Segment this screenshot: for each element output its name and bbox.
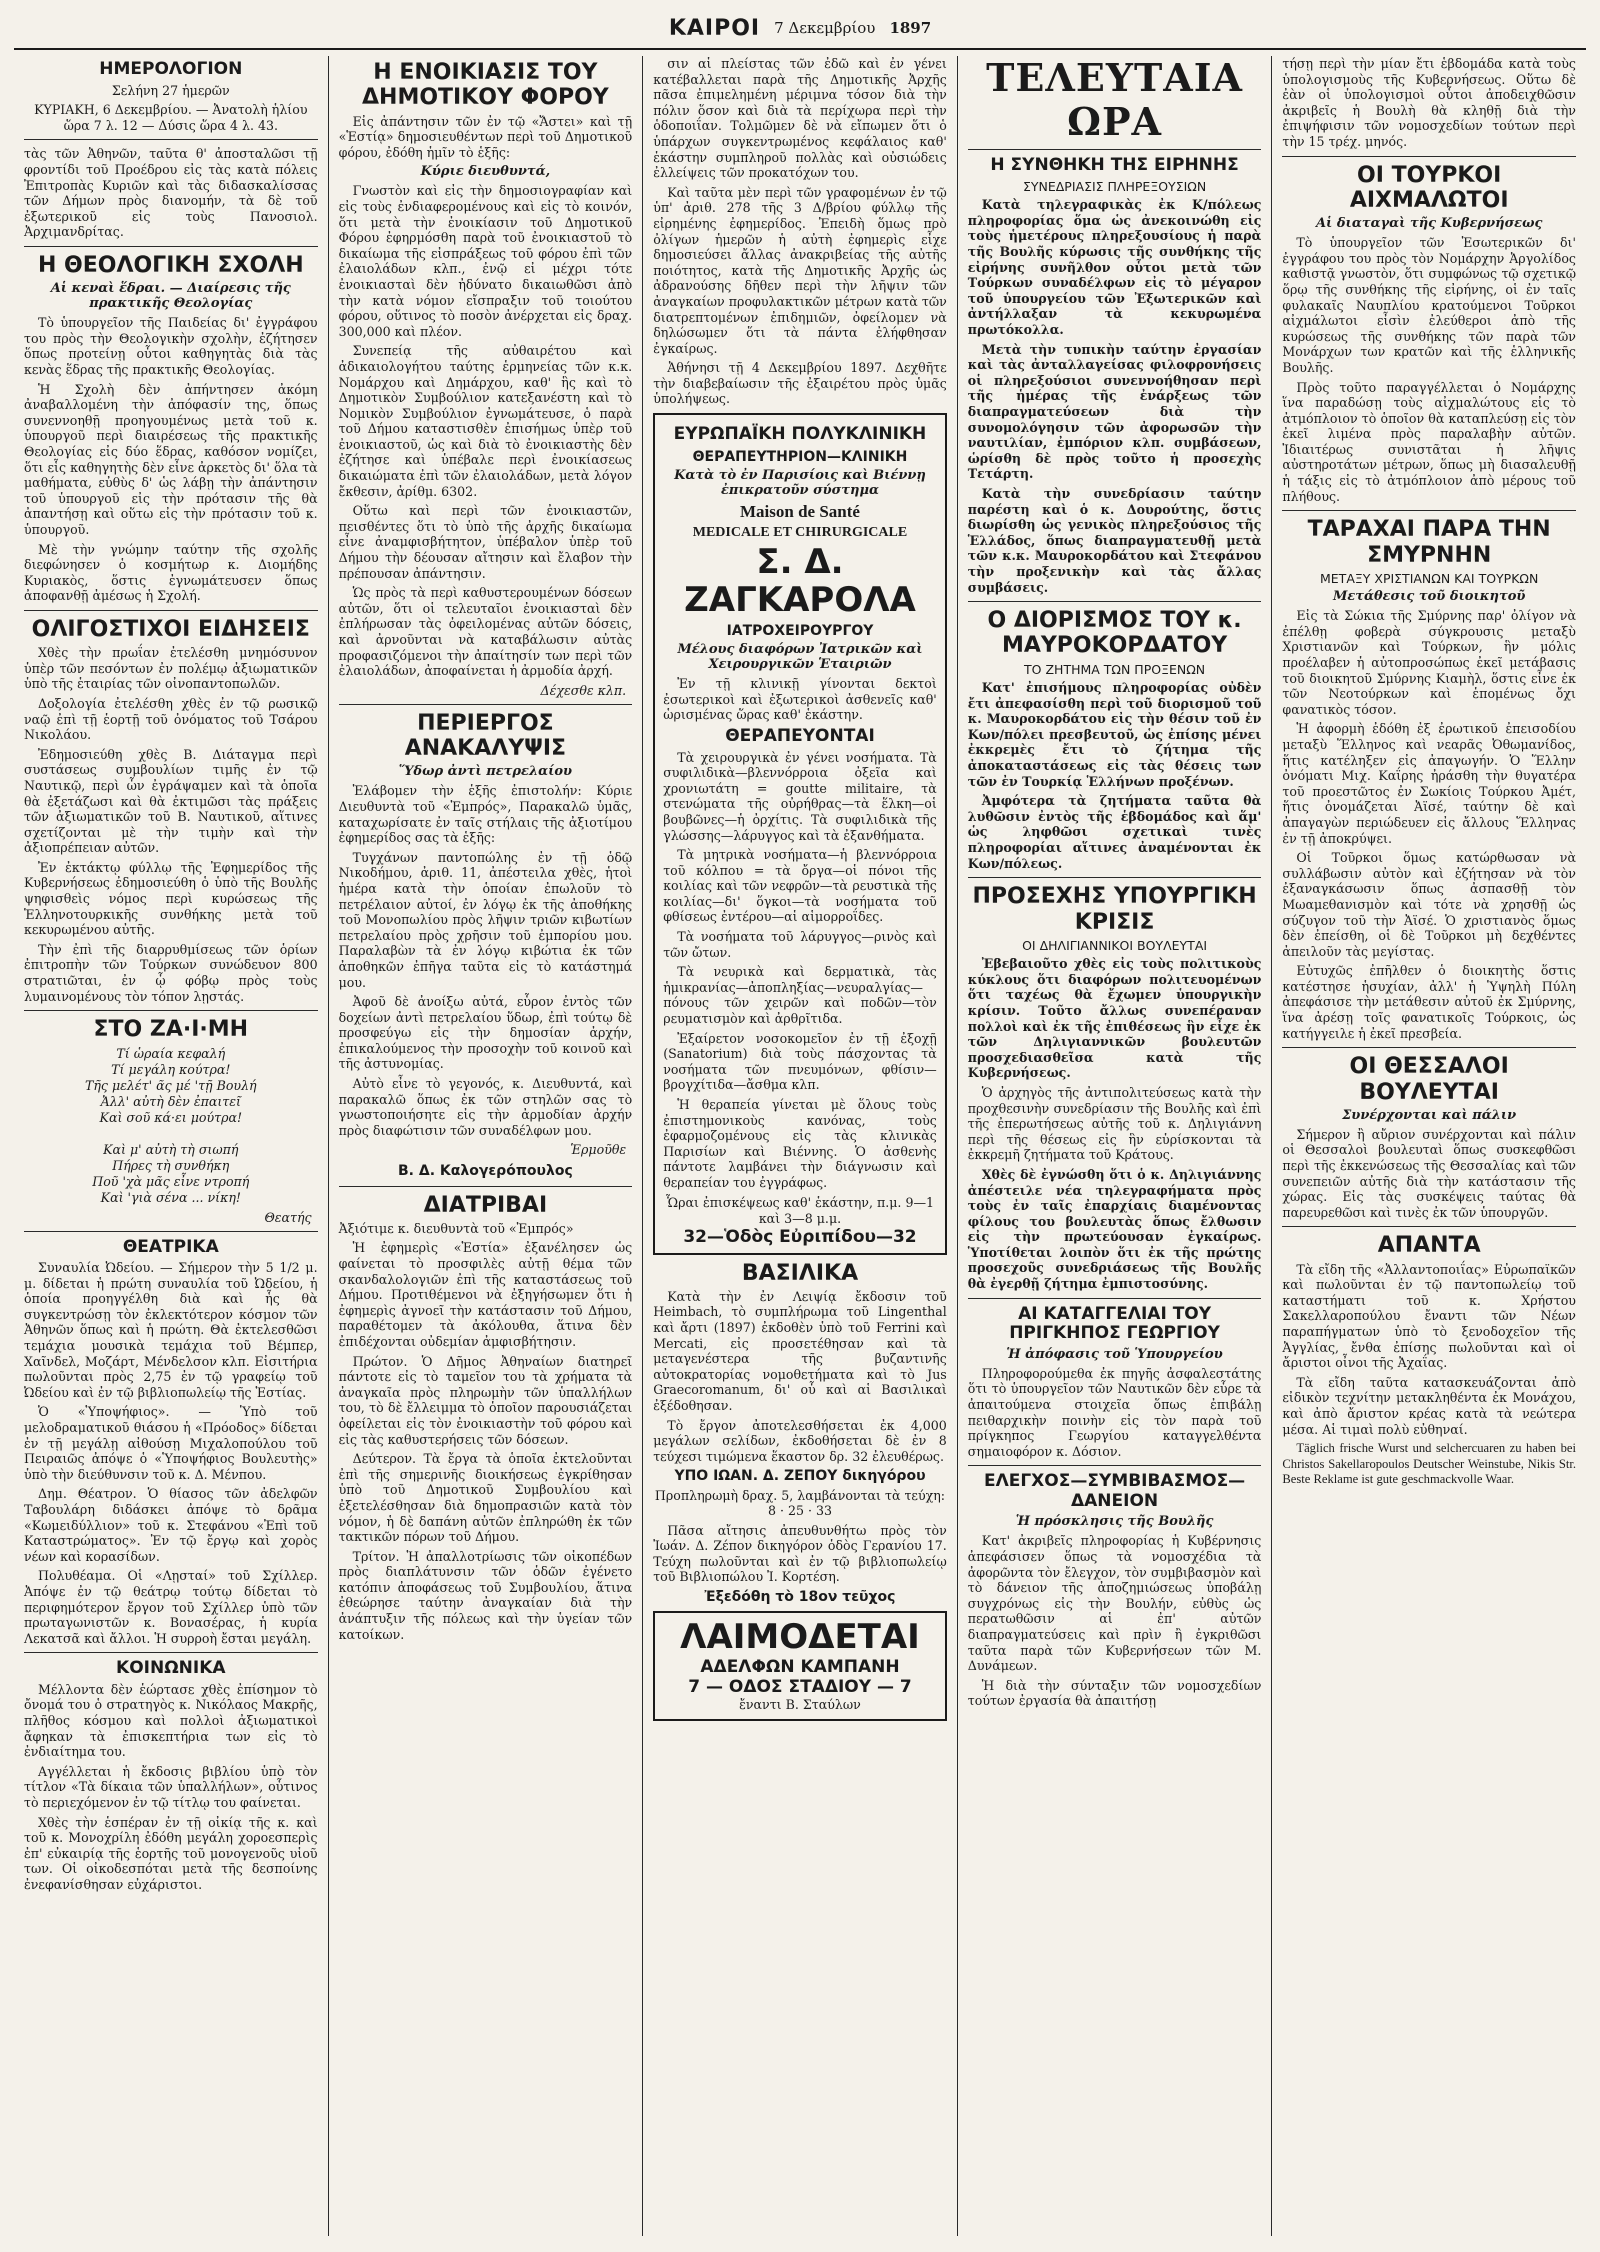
letter-signature: Β. Δ. Καλογερόπουλος <box>398 1163 573 1180</box>
clinic-paragraph: Ἐξαίρετον νοσοκομεῖον ἐν τῇ ἐξοχῇ (Sanatorium) διὰ τοὺς πάσχοντας τὰ νοσήματα τῶν πνευμόνων, φθίσιν—βρογχίτιδα—ἄσθμα κλπ. <box>663 1030 937 1093</box>
article-title-theology: Η ΘΕΟΛΟΓΙΚΗ ΣΧΟΛΗ <box>37 252 304 278</box>
article-paragraph: Ἀφοῦ δὲ ἀνοίξω αὐτά, εὗρον ἐντὸς τῶν δοχείων ἀντὶ πετρελαίου ὕδωρ, ἐπὶ τούτῳ δὲ προσφεύγω εἰς τὴν δημοσίαν ἀρχήν, ἐπικαλούμενος τὴν προσοχὴν τοῦ κοινοῦ καὶ τῆς ἀστυνομίας. <box>338 994 633 1072</box>
article-paragraph: σιν αἱ πλείστας τῶν ἐδῶ καὶ ἐν γένει κατέβαλλεται παρὰ τῆς Δημοτικῆς Ἀρχῆς πᾶσα ἐπιμελημένη μέριμνα τόσον διὰ τὴν πόλιν ὅσον καὶ διὰ τὰ περίχωρα περὶ τὴν ὁδοποιΐαν. Τολμῶμεν δὲ νὰ εἴπωμεν ὅτι ὁ ὑπάρχων συγκεντρωμένος κεφάλαιος καθ' ἑκάστην συμπληροῦ πολλὰς καὶ οὐσιώδεις ἐλλείψεις τῶν προκατόχων του. <box>653 56 947 181</box>
article-paragraph: Κατὰ τὴν συνεδρίασιν ταύτην παρέστη καὶ ὁ κ. Δουρούτης, ὅστις διωρίσθη ὡς γενικὸς πληρεξούσιος τῆς Ἑλλάδος, ὅπως διαπραγματευθῇ μετὰ τῶν κ.κ. Μαυροκορδάτου καὶ Στεφάνου τὴν προξενικὴν καὶ τὰς ἄλλας συμβάσεις. <box>967 485 1262 595</box>
article-paragraph: Συνεπείᾳ τῆς αὐθαιρέτου καὶ ἀδικαιολογήτου ταύτης ἑρμηνείας τῶν κ.κ. Νομάρχου καὶ Δημάρχου, καθ' ἣς καὶ τὸ Δημοτικὸν Συμβούλιον κατεξανέστη καὶ τὸ Νομικὸν Συμβούλιον ἐγνωμάτευσε, ὁ παρὰ τοῦ Δήμου καταστισθὲν ἐπισήμως ὑπὲρ τοῦ ἐνοικιαστοῦ, ὡς καὶ διὰ τὸ ἐνοικιαστὴς δὲν ἐζήτησε καὶ ὑπέβαλε περὶ ἐνοικίασεως δικαιώματα ἐπὶ τῶν ἐλαιολάδων, μετὰ λόγον ἔκθεσιν, ἀρίθμ. 6302. <box>338 343 633 499</box>
article-paragraph: τήσῃ περὶ τὴν μίαν ἔτι ἑβδομάδα κατὰ τοὺς ὑπολογισμοὺς τῆς Κυβερνήσεως. Οὕτω δὲ ἐὰν οἱ ὑπολογισμοὶ οὗτοι ἀποδειχθῶσιν ἀκριβεῖς ἡ Βουλὴ θὰ κληθῇ διὰ τὴν ἐπιψήφισιν τῶν νομοσχεδίων τούτων περὶ τὴν 15 τρέχ. μηνός. <box>1282 56 1576 149</box>
article-paragraph: Τρίτον. Ἡ ἀπαλλοτρίωσις τῶν οἰκοπέδων πρὸς διαπλάτυνσιν τῶν ὁδῶν ἐγένετο κατόπιν ἀποφάσεως τοῦ Συμβουλίου, ἅτινα ἐθεώρησε ταύτην ἀναγκαίαν διὰ τὴν ἀνάπτυξιν τῆς πόλεως καὶ τὴν ὑγείαν τῶν κατοίκων. <box>338 1548 633 1642</box>
article-title-appointment: Ο ΔΙΟΡΙΣΜΟΣ ΤΟΥ κ. ΜΑΥΡΟΚΟΡΔΑΤΟΥ <box>987 608 1242 659</box>
article-paragraph: Ἡ διὰ τὴν σύνταξιν τῶν νομοσχεδίων τούτων ἐργασία θὰ ἀπαιτήσῃ <box>967 1677 1262 1709</box>
article-paragraph: Οὕτω καὶ περὶ τῶν ἐνοικιαστῶν, πεισθέντες ὅτι τὸ ὑπὸ τῆς ἀρχῆς δικαίωμα εἶνε ἀναμφισβήτητον, ὑπέβαλον ὑπὲρ τοῦ Δήμου τὴν δέουσαν αἴτησιν καὶ ἔλαβον τὴν πρέπουσαν ἀπάντησιν. <box>338 503 633 581</box>
article-paragraph: Ὁ «Ὑποψήφιος». — Ὑπὸ τοῦ μελοδραματικοῦ θιάσου ἡ «Πρόοδος» δίδεται ἐν τῇ μεγάλῃ αἰθούσῃ Μιχαλοπούλου τοῦ Πειραιῶς ἀπόψε ὁ «Ὑποψήφιος Βουλευτὴς» ὑπὸ τὴν διεύθυνσιν τοῦ κ. Δ. Μένπου. <box>24 1404 318 1482</box>
article-paragraph: Τὸ ἔργον ἀποτελεσθήσεται ἐκ 4,000 μεγάλων σελίδων, ἐκδοθήσεται δὲ ἐν 8 τεύχεσι τιμώμενα ἕκαστον δρ. 32 ἐλευθέρως. <box>653 1417 947 1464</box>
almanac-sun: ΚΥΡΙΑΚΗ, 6 Δεκεμβρίου. — Ἀνατολὴ ἡλίου ὥρα 7 λ. 12 — Δύσις ὥρα 4 λ. 43. <box>34 102 308 133</box>
divider <box>968 1298 1262 1299</box>
clinic-french-sub: MEDICALE ET CHIRURGICALE <box>692 525 908 541</box>
article-paragraph: Πληροφορούμεθα ἐκ πηγῆς ἀσφαλεστάτης ὅτι τὸ ὑπουργεῖον τῶν Ναυτικῶν δὲν εὗρε τὰ ἀπαιτούμενα στοιχεῖα ὅπως ἐπιβάλῃ πειθαρχικὴν ποινὴν εἰς τὸν παρὰ τοῦ πρίγκηπος Γεωργίου καταγγελθέντα σημαιοφόρον κ. Δόσιον. <box>967 1365 1262 1459</box>
ties-landmark: ἔναντι Β. Σταύλων <box>739 1696 861 1712</box>
divider <box>1282 1226 1576 1227</box>
clinic-doctor-role: ΙΑΤΡΟΧΕΙΡΟΥΡΓΟΥ <box>726 623 874 640</box>
article-title-social: ΚΟΙΝΩΝΙΚΑ <box>116 1658 226 1679</box>
article-paragraph: Πᾶσα αἴτησις ἀπευθυνθήτω πρὸς τὸν Ἰωάν. Δ. Ζέπον δικηγόρον ὁδὸς Γερανίου 17. Τεύχη πωλοῦνται καὶ ἐν τῷ βιβλιοπωλείῳ τοῦ Βιβλιοπώλου Ἰ. Κορτέση. <box>653 1522 947 1585</box>
article-paragraph: Καὶ ταῦτα μὲν περὶ τῶν γραφομένων ἐν τῷ ὑπ' ἀριθ. 278 τῆς 3 Δ/βρίου φύλλῳ τῆς εἰρημένης ἐφημερίδος. Ἐπειδὴ ὅμως πρὸ ὀλίγων ἡμερῶν ἡ αὐτὴ ἐφημερὶς εἶχε δημοσιεύσει ἄλλας ἀνακριβείας τῆς αὐτῆς ποιότητος, κατὰ τῆς Δημοτικῆς Ἀρχῆς ὡς ἀδρανούσης δῆθεν περὶ τὴν λῆψιν τῶν ἀναγκαίων προφυλακτικῶν μέτρων κατὰ τῶν διατρεπτομένων ἐπιδημιῶν, ὀφείλομεν νὰ δηλώσωμεν ὅτι τὰ πάντα ἐλήφθησαν ἐγκαίρως. <box>653 184 947 356</box>
article-paragraph: τὰς τῶν Ἀθηνῶν, ταῦτα θ' ἀποσταλῶσι τῇ φροντίδι τοῦ Προέδρου εἰς τὰς κατὰ πόλεις Ἐπιτροπὰς Κυριῶν καὶ τὰς διδασκαλίσσας τῶν Δήμων πρὸς διανομήν, τὰ δὲ τοῦ ἐξωτερικοῦ εἰς τοὺς Πανοσιολ. Ἀρχιμανδρίτας. <box>24 146 318 240</box>
column-3 <box>643 56 958 2236</box>
article-subtitle: Μετάθεσις τοῦ διοικητοῦ <box>1332 589 1526 605</box>
news-item: Ἐν ἐκτάκτῳ φύλλῳ τῆς Ἐφημερίδος τῆς Κυβερνήσεως ἐδημοσιεύθη ὁ ὑπὸ τῆς Βουλῆς ψηφισθεὶς νόμος περὶ κυρώσεως τῆς Ἑλληνοτουρκικῆς συνθήκης μετὰ τοῦ κεκυρωμένου αὐτῆς. <box>24 859 318 938</box>
news-item: Ἐδημοσιεύθη χθὲς Β. Διάταγμα περὶ συστάσεως συμβουλίων τιμῆς ἐν τῷ Ναυτικῷ, περὶ ὧν ἐγράψαμεν καὶ τὰ ὁποῖα θὰ ἐξετάζωσι καὶ θὰ ἐκτιμῶσι τὰς πράξεις τῶν ἀξιωματικῶν τοῦ Β. Ναυτικοῦ, αἵτινες σχετίζονται μὲ τὴν τιμὴν καὶ τὴν ἀξιοπρέπειαν αὐτῶν. <box>24 746 318 856</box>
article-paragraph: Τὸ ὑπουργεῖον τῶν Ἐσωτερικῶν δι' ἐγγράφου του πρὸς τὸν Νομάρχην Ἀργολίδος καθιστᾷ γνωστὸν, ὅτι συμφώνως τῷ σχετικῷ ὅρῳ τῆς συνθήκης τῆς εἰρήνης, οἱ ἐν ταῖς φυλακαῖς Ναυπλίου κρατούμενοι Τοῦρκοι αἰχμάλωτοι εἶσὶν ἐλεύθεροι ἀπὸ τῆς κυρώσεως τῆς συνθήκης τῶν παρὰ τῶν Μονάρχων των κρατῶν καὶ τῆς ἑλληνικῆς Βουλῆς. <box>1282 235 1576 375</box>
article-paragraph: Εὐτυχῶς ἐπῆλθεν ὁ διοικητὴς ὅστις κατέστησε ἡσυχίαν, ἀλλ' ἡ Ὑψηλὴ Πύλη ἀπεφάσισε τὴν μετάθεσιν αὐτοῦ ἐκ Σμύρνης, ἵνα ἀρέσῃ τοῖς φανατικοῖς Τούρκοις, ὡς κατήγγειλε ἡ ἐκεῖ πρεσβεία. <box>1282 963 1576 1041</box>
article-subtitle: Αἱ διαταγαὶ τῆς Κυβερνήσεως <box>1315 216 1543 232</box>
article-paragraph: Εἰς ἀπάντησιν τῶν ἐν τῷ «Ἄστει» καὶ τῇ «Ἑστίᾳ» δημοσιευθέντων περὶ τοῦ Δημοτικοῦ φόρου, ἐδόθη ἡμῖν τὸ ἑξῆς: <box>338 113 633 160</box>
article-title-discovery: ΠΕΡΙΕΡΓΟΣ ΑΝΑΚΑΛΥΨΙΣ <box>404 710 567 762</box>
basilika-editor: ΥΠΟ ΙΩΑΝ. Δ. ΖΕΠΟΥ δικηγόρου <box>674 1468 926 1485</box>
article-paragraph: Ἀθήνησι τῇ 4 Δεκεμβρίου 1897. Δεχθῆτε τὴν διαβεβαίωσιν τῆς ἐξαιρέτου πρὸς ὑμᾶς ὑπολήψεως. <box>653 360 947 407</box>
article-title-crisis: ΠΡΟΣΕΧΗΣ ΥΠΟΥΡΓΙΚΗ ΚΡΙΣΙΣ <box>972 884 1257 935</box>
basilika-issue: Ἐξεδόθη τὸ 18ον τεῦχος <box>704 1589 896 1606</box>
issue-year: 1897 <box>889 19 932 37</box>
column-1 <box>14 56 329 2236</box>
almanac-moon: Σελήνη 27 ἡμερῶν <box>111 82 230 98</box>
divider <box>24 139 318 140</box>
clinic-subtitle: ΘΕΡΑΠΕΥΤΗΡΙΟΝ—ΚΛΙΝΙΚΗ <box>692 448 908 465</box>
article-paragraph: Ὡς πρὸς τὰ περὶ καθυστερουμένων δόσεων αὐτῶν, ὅτι οἱ τελευταῖοι ἐνοικιασταὶ δὲν ἐπλήρωσαν τὰς ὀφειλομένας αὐτῶν δόσεις, καὶ ἀρνοῦνται νὰ καταβάλωσιν αὐτὰς προφασιζόμενοι τὴν ἀπαίτησίν των περὶ τῶν ἐλαιολάδων, ἀποφαίνεται ἡ ἀρμοδία ἀρχή. <box>338 585 633 679</box>
news-item: Χθὲς τὴν πρωΐαν ἐτελέσθη μνημόσυνον ὑπὲρ τῶν πεσόντων ἐν πολέμῳ ἀξιωματικῶν ὑπὸ τῆς ἑταιρίας τῶν οἰνοπαντοπωλῶν. <box>24 645 318 692</box>
article-title-tax: Η ΕΝΟΙΚΙΑΣΙΣ ΤΟΥ ΔΗΜΟΤΙΚΟΥ ΦΟΡΟΥ <box>362 60 609 111</box>
article-paragraph: Αγγέλλεται ἡ ἔκδοσις βιβλίου ὑπὸ τὸν τίτλον «Τὰ δίκαια τῶν ὑπαλλήλων», οὗτινος τὸ περιεχόμενον ἐν τῷ τίτλῳ του φαίνεται. <box>24 1763 318 1811</box>
article-paragraph: Ἀμφότερα τὰ ζητήματα ταῦτα θὰ λυθῶσιν ἐντὸς τῆς ἑβδομάδος καὶ ἅμ' ὡς ληφθῶσι σχετικαὶ τινὲς πληροφορίαι αἵτινες ἀναμένονται ἐκ Κων/πόλεως. <box>967 793 1262 871</box>
article-paragraph: Τυγχάνων παντοπώλης ἐν τῇ ὁδῷ Νικοδήμου, ἀριθ. 11, ἀπέστειλα χθὲς, ἡτοὶ ἡμέρα κατὰ τὴν ὁποίαν ἐπωλοῦν τὸ πετρέλαιον αὐτοί, ἐν λόγῳ ἐκ τῆς ἀποθήκης τοῦ Μονοπωλίου πρὸς λῆψιν τριῶν κιβωτίων πετρελαίου πρὸς χρῆσιν τοῦ ἐμπορίου μου. Παραλαβὼν τὰ ἐν λόγῳ κιβώτια ἐκ τῶν ἀποθηκῶν ἐπῆγα ταῦτα εἰς τὸ κατάστημά μου. <box>338 849 633 990</box>
poem-title: ΣΤΟ ΖΑ·Ι·ΜΗ <box>93 1017 249 1043</box>
article-paragraph: Δημ. Θέατρον. Ὁ θίασος τῶν ἀδελφῶν Ταβουλάρη διδάσκει ἀπόψε τὸ δρᾶμα «Κωμειδύλλιον» τοῦ κ. Στεφάνου «Ἐπὶ τοῦ Καταστρώματος». Ἐν τῷ ἔργῳ καὶ χορὸς νέων καὶ κορασίδων. <box>24 1486 318 1564</box>
clinic-french-name: Maison de Santé <box>740 501 860 521</box>
ties-title: ΛΑΙΜΟΔΕΤΑΙ <box>680 1617 920 1658</box>
divider <box>968 877 1262 878</box>
ties-address: 7 — ΟΔΟΣ ΣΤΑΔΙΟΥ — 7 <box>688 1676 912 1697</box>
divider <box>24 610 318 611</box>
article-paragraph: Συναυλία Ὠδείου. — Σήμερον τὴν 5 1/2 μ. μ. δίδεται ἡ πρώτη συναυλία τοῦ Ὠδείου, ἡ ὁποία προηγγέλθη διὰ καὶ ἧς θὰ συγκεντρώσῃ τὸν ἐκλεκτότερον κόσμον τῶν Ἀθηνῶν ὅπως καὶ ἡ πρώτη. Θὰ ἐκτελεσθῶσι τεμάχια μουσικὰ τεμάχια τοῦ Βέμπερ, Χαῖνδελ, Μοζάρτ, Μένδελσον κλπ. Εἰσιτήρια πωλοῦνται πρὸς 2,75 ἐν τῷ γραφείῳ τοῦ Ὠδείου καὶ ἐν τῷ βιβλιοπωλείῳ τῆς Ἑστίας. <box>24 1260 318 1400</box>
divider <box>24 1231 318 1232</box>
almanac-title: ΗΜΕΡΟΛΟΓΙΟΝ <box>99 59 243 79</box>
column-2 <box>329 56 644 2236</box>
section-title-last-hour: ΤΕΛΕΥΤΑΙΑ ΩΡΑ <box>986 56 1243 144</box>
letter-place: Ἑρμοῦθε <box>570 1142 627 1158</box>
columns <box>14 56 1586 2236</box>
clinic-doctor-member: Μέλους διαφόρων Ἰατρικῶν καὶ Χειρουργικῶν Ἑταιριῶν <box>677 642 923 673</box>
news-item: Δοξολογία ἐτελέσθη χθὲς ἐν τῷ ρωσικῷ ναῷ ἐπὶ τῇ ἑορτῇ τοῦ ὀνόματος τοῦ Τσάρου Νικολάου. <box>24 695 318 743</box>
article-subtitle: Ἡ ἀπόφασις τοῦ Ὑπουργείου <box>1006 1346 1223 1362</box>
article-title-thessaly: ΟΙ ΘΕΣΣΑΛΟΙ ΒΟΥΛΕΥΤΑΙ <box>1349 1054 1509 1105</box>
clinic-title: ΕΥΡΩΠΑΪΚΗ ΠΟΛΥΚΛΙΝΙΚΗ <box>673 424 927 445</box>
article-subtitle: ΜΕΤΑΞΥ ΧΡΙΣΤΙΑΝΩΝ ΚΑΙ ΤΟΥΡΚΩΝ <box>1320 570 1539 586</box>
clinic-tagline: Κατὰ τὸ ἐν Παρισίοις καὶ Βιέννῃ ἐπικρατοῦν σύστημα <box>674 467 926 498</box>
article-title-news: ΟΛΙΓΟΣΤΙΧΟΙ ΕΙΔΗΣΕΙΣ <box>31 616 310 642</box>
article-paragraph: Ἡ Σχολὴ δὲν ἀπήντησεν ἀκόμη ἀναβαλλομένη τὴν ἀπόφασίν της, ὅπως συνεννοηθῇ προηγουμένως μετὰ τοῦ κ. ὑπουργοῦ περὶ διαιρέσεως τῆς πρακτικῆς Θεολογίας εἰς δύο ἕδρας, καθόσον νομίζει, ὅτι εἷς καθηγητὴς δὲν εἶνε ἀρκετὸς δι' ὅλα τὰ μαθήματα, εὐθὺς δ' ὡς λάβῃ τὴν ἀπάντησιν τοῦ ὑπουργοῦ εἰς τὴν πρότασιν τῆς θὰ ἀπαντήσῃ καὶ οὕτω εἰς τὴν πρότασιν τοῦ κ. ὑπουργοῦ. <box>24 381 318 537</box>
article-paragraph: Πρὸς τοῦτο παραγγέλλεται ὁ Νομάρχης ἵνα παραδώσῃ τοὺς αἰχμαλώτους εἰς τὸ ἀτμόπλοιον τὸ ὁποῖον θὰ καταπλεύσῃ εἰς τὸν ἐκεῖ λιμένα πρὸς παραλαβὴν αὐτῶν. Ἰδιαιτέρως συνιστᾶται ἡ λῆψις αὐστηροτάτων μέτρων, ὅπως μὴ διασαλευθῇ ἡ τάξις εἰς τὸ ἀτμόπλοιον ἀπὸ μέρους τοῦ πλήθους. <box>1282 379 1576 504</box>
divider <box>1282 510 1576 511</box>
article-paragraph: Τὰ εἴδη ταῦτα κατασκευάζονται ἀπὸ εἰδικὸν τεχνίτην μετακληθέντα ἐκ Μονάχου, καὶ ἀπὸ ἄριστον κρέας κατὰ τὰ νεώτερα μέσα. Αἱ τιμαὶ πολὺ εὐθηναί. <box>1282 1374 1576 1437</box>
clinic-paragraph: Τὰ νευρικὰ καὶ δερματικὰ, τὰς ἡμικρανίας—ἀποπληξίας—νευραλγίας—πόνους τῶν χειρῶν καὶ ποδῶν—τὸν ρευματισμὸν καὶ ἀρθρῖτιδα. <box>663 964 937 1027</box>
clinic-paragraph: Ἡ θεραπεία γίνεται μὲ ὅλους τοὺς ἐπιστημονικοὺς κανόνας, τοὺς ἐφαρμοζομένους εἰς τὰς κλινικὰς Παρισίων καὶ Βιέννης. Ὁ ἀσθενὴς πάντοτε λαμβάνει τὴν διάγνωσιν καὶ θεραπείαν του ἐγγράφως. <box>663 1097 937 1190</box>
article-title-peace: Η ΣΥΝΘΗΚΗ ΤΗΣ ΕΙΡΗΝΗΣ <box>990 155 1239 176</box>
article-paragraph: Ἡ ἐφημερὶς «Ἑστία» ἐξανέλησεν ὡς φαίνεται τὸ προσφιλὲς αὐτῇ θέμα τῶν σκανδαλολογιῶν ἐπὶ τῆς καταστάσεως τοῦ Δήμου. Προτιθέμενοι νὰ ἐξηγήσωμεν ὅτι ἡ ἐφημερὶς ἀγνοεῖ τὴν κατάστασιν τοῦ Δήμου, παραθέτομεν τὰ ἀκόλουθα, ἅτινα δὲν ἐπιδέχονται οὐδεμίαν ἀμφισβήτησιν. <box>338 1240 633 1349</box>
article-subtitle: ΤΟ ΖΗΤΗΜΑ ΤΩΝ ΠΡΟΞΕΝΩΝ <box>1024 661 1206 677</box>
article-paragraph: Σήμερον ἢ αὔριον συνέρχονται καὶ πάλιν οἱ Θεσσαλοὶ βουλευταὶ ὅπως συσκεφθῶσι περὶ τῆς ἐκκενώσεως τῆς Θεσσαλίας καὶ τῶν συνεπειῶν αὐτῆς διὰ τὴν κατάστασιν τῆς χώρας. Εἰς τὰς συσκέψεις ταύτας θὰ παρευρεθῶσι καὶ τινὲς ἐκ τῶν ὑπουργῶν. <box>1282 1126 1576 1220</box>
column-5 <box>1272 56 1586 2236</box>
article-title-basilika: ΒΑΣΙΛΙΚΑ <box>741 1260 859 1286</box>
issue-date: 7 Δεκεμβρίου <box>774 19 876 37</box>
divider <box>968 1465 1262 1466</box>
news-item: Τὴν ἐπὶ τῆς διαρρυθμίσεως τῶν ὁρίων ἐπιτροπὴν τῶν Τούρκων συνώδευον 800 στρατιῶται, ἐν ᾧ φόβῳ πρὸς τοὺς λυμαινομένους τὸν τόπον λῃστάς. <box>24 941 318 1004</box>
article-subtitle: Ἡ πρόσκλησις τῆς Βουλῆς <box>1015 1514 1214 1530</box>
column-4 <box>958 56 1273 2236</box>
article-subtitle: Συνέρχονται καὶ πάλιν <box>1342 1107 1517 1123</box>
divider <box>24 1010 318 1011</box>
article-subtitle: ΣΥΝΕΔΡΙΑΣΙΣ ΠΛΗΡΕΞΟΥΣΙΩΝ <box>1022 178 1207 194</box>
ties-advertisement <box>653 1611 947 1720</box>
article-paragraph: Κατ' ἐπισήμους πληροφορίας οὐδὲν ἔτι ἀπεφασίσθη περὶ τοῦ διορισμοῦ τοῦ κ. Μαυροκορδάτου εἰς τὴν θέσιν τοῦ ἐν Κων/πόλει πρεσβευτοῦ, ὡς ἐπίσης μένει ἐκκρεμὲς ἔτι τὸ ζήτημα τῆς ἀποκαταστάσεως εἰς τὰς θέσεις των τῶν ἐν Τουρκίᾳ Ἑλλήνων προξένων. <box>967 680 1262 789</box>
article-title-misc: ΑΠΑΝΤΑ <box>1377 1233 1481 1259</box>
article-title-loan: ΕΛΕΓΧΟΣ—ΣΥΜΒΙΒΑΣΜΟΣ—ΔΑΝΕΙΟΝ <box>983 1471 1246 1511</box>
article-paragraph: Πρώτον. Ὁ Δῆμος Ἀθηναίων διατηρεῖ πάντοτε εἰς τὸ ταμεῖον του τὰ χρήματα τὰ ἀναγκαῖα πρὸς πληρωμὴν τῶν ὑπαλλήλων του, τὸ δὲ ἔλλειμμα τὸ ὁποῖον παρουσιάζεται ὀφείλεται εἰς τὸν ἐνοικιαστὴν τοῦ φόρου καὶ εἰς τὰς καθυστερήσεις τῶν δόσεων. <box>338 1353 633 1447</box>
basilika-price: Προπληρωμὴ δραχ. 5, λαμβάνονται τὰ τεύχη: 8 · 25 · 33 <box>654 1487 946 1519</box>
divider <box>968 149 1262 150</box>
article-paragraph: Δεύτερον. Τὰ ἔργα τὰ ὁποῖα ἐκτελοῦνται ἐπὶ τῆς σημερινῆς διοικήσεως ἐγκρίθησαν ὑπὸ τοῦ Δημοτικοῦ Συμβουλίου καὶ ἐξετελέσθησαν διὰ δημοπρασιῶν κατὰ τὸν νόμον, ἡ δὲ δαπάνη αὐτῶν ἐπληρώθη ἐκ τῶν τακτικῶν πόρων τοῦ Δήμου. <box>338 1451 633 1545</box>
article-subtitle: ΟΙ ΔΗΛΙΓΙΑΝΝΙΚΟΙ ΒΟΥΛΕΥΤΑΙ <box>1022 937 1208 953</box>
clinic-paragraph: Ἐν τῇ κλινικῇ γίνονται δεκτοὶ ἐσωτερικοὶ καὶ ἐξωτερικοὶ ἀσθενεῖς καθ' ὡρισμένας ὥρας καθ' ἑκάστην. <box>663 676 937 723</box>
article-title-diatribes: ΔΙΑΤΡΙΒΑΙ <box>423 1192 548 1218</box>
article-paragraph: Ἐλάβομεν τὴν ἑξῆς ἐπιστολήν: Κύριε Διευθυντὰ τοῦ «Ἐμπρός», Παρακαλῶ ὑμᾶς, καταχωρίσατε ἐν ταῖς στήλαις τῆς ἀξιοτίμου ἐφημερίδος σας τὰ ἑξῆς: <box>338 783 633 846</box>
article-paragraph: Ὁ ἀρχηγὸς τῆς ἀντιπολιτεύσεως κατὰ τὴν προχθεσινὴν συνεδρίασιν τῆς Βουλῆς καὶ ἐπὶ τῆς ἐπερωτήσεως αὐτῆς τοῦ κ. Δηλιγιάννη περὶ τῆς θέσεως εἰς ἣν εὑρίσκονται τὰ ἐκκρεμῆ ζητήματα τοῦ Κράτους. <box>967 1084 1262 1163</box>
article-paragraph: Κατ' ἀκριβεῖς πληροφορίας ἡ Κυβέρνησις ἀπεφάσισεν ὅπως τὰ νομοσχέδια τὰ ἀφορῶντα τὸν ἔλεγχον, τὸν συμβιβασμὸν καὶ τὸ δάνειον τῆς ἀποζημιώσεως ὑποβάλῃ συγχρόνως εἰς τὴν Βουλήν, εὐθὺς ὡς περατωθῶσιν αἱ ἐπ' αὐτῶν διαπραγματεύσεις καὶ πρὶν ἢ ἐγκριθῶσι ταῦτα παρὰ τῶν Κυβερνήσεων τῶν Μ. Δυνάμεων. <box>967 1533 1262 1674</box>
article-paragraph: Ἐβεβαιοῦτο χθὲς εἰς τοὺς πολιτικοὺς κύκλους ὅτι διαφόρων πολιτευομένων ὅτι ταχέως θὰ ἔχωμεν ὑπουργικὴν κρίσιν. Τοῦτο ἄλλως συνεπέραναν πολλοὶ καὶ ἐκ τῆς ἐπιθέσεως ἣν εἶχε ἐκ τῶν Δηλιγιαννικῶν βουλευτῶν προσχεδιασθεῖσα κατὰ τῆς Κυβερνήσεως. <box>967 956 1262 1081</box>
poem-signature: Θεατής <box>264 1209 312 1225</box>
article-title-prince: ΑΙ ΚΑΤΑΓΓΕΛΙΑΙ ΤΟΥ ΠΡΙΓΚΗΠΟΣ ΓΕΩΡΓΙΟΥ <box>1009 1303 1220 1344</box>
letter-salutation: Κύριε διευθυντά, <box>420 164 551 180</box>
article-paragraph: Μὲ τὴν γνώμην ταύτην τῆς σχολῆς διεφώνησεν ὁ κοσμήτωρ κ. Διομήδης Κυριακὸς, ὅστις ἐγνωμάτευσεν ὅπως ἀποφανθῇ ἀμέσως ἡ Σχολή. <box>24 541 318 604</box>
article-paragraph: Οἱ Τοῦρκοι ὅμως κατώρθωσαν νὰ συλλάβωσιν αὐτὸν καὶ ἐζήτησαν νὰ τὸν ἐξαναγκάσωσιν ὅπως ἀσπασθῇ τὸν Μωαμεθανισμὸν καὶ τότε νὰ χρησθῇ ὡς σύζυγον τοῦ τὴν Ἀϊσέ. Ὁ χριστιανὸς ὅμως δὲν ἐπείσθη, οἱ δὲ Τοῦρκοι μὴ δεχθέντες ἀπειλοῦν τὰς μεγίστας. <box>1282 850 1576 959</box>
article-paragraph: Τὰ εἴδη τῆς «Ἀλλαντοποιΐας» Εὐρωπαϊκῶν καὶ πωλοῦνται ἐν τῷ παντοπωλείῳ τοῦ καταστήματι τοῦ κ. Χρήστου Σακελλαροπούλου ἔναντι τῶν Νέων παραπήγματων ὑπὸ τὸ ξενοδοχεῖον τῆς Ἀγγλίας, ἔνθα ἐπίσης πωλοῦνται καὶ οἱ ἄριστοι οἶνοι τῆς Ἀχαΐας. <box>1282 1261 1576 1371</box>
divider <box>968 601 1262 602</box>
article-paragraph: Γνωστὸν καὶ εἰς τὴν δημοσιογραφίαν καὶ εἰς τοὺς ἐνδιαφερομένους καὶ εἰς τὸ κοινόν, ὅτι μετὰ τὴν ἐνοικίασιν τοῦ Δημοτικοῦ Φόρου ἐφηρμόσθη παρὰ τοῦ ἐνοικιαστοῦ τὸ δικαίωμα τῆς εἰσπράξεως τοῦ φόρου ἐπὶ τῶν ἐλαιολάδων κλπ., ἐνῷ εἰ μέχρι τότε ἐνοικιασταὶ δὲν ἠδύνατο δικαιωθῶσι ἀπὸ τὴν κατὰ νόμον εἴσπραξιν τοῦ τοιούτου φόρου, οὕτινος τὸ ποσὸν ἀνέρχεται εἰς δραχ. 300,000 καὶ πλέον. <box>338 183 633 339</box>
ties-brand: ΑΔΕΛΦΩΝ ΚΑΜΠΑΝΗ <box>700 1656 900 1677</box>
article-title-smyrna: ΤΑΡΑΧΑΙ ΠΑΡΑ ΤΗΝ ΣΜΥΡΝΗΝ <box>1307 517 1551 568</box>
article-paragraph: Μέλλοντα δὲν ἑώρτασε χθὲς ἐπίσημον τὸ ὄνομά του ὁ στρατηγὸς κ. Νικόλαος Μακρῆς, πλῆθος κόσμου καὶ πολλοὶ ἀξιωματικοὶ ἄφηκαν τὰ ἐπισκεπτήρια των εἰς τὸ ἐνδιαίτημα του. <box>24 1681 318 1760</box>
clinic-paragraph: Τὰ μητρικὰ νοσήματα—ἡ βλεννόρροια τοῦ κόλπου = τὰ ὄργα—οἱ πόνοι τῆς κοιλίας καὶ τῶν νεφρῶν—τὰ ρευστικὰ τῆς κοιλίας—δι' ὅγκοι—τὰ νοσήματα τοῦ φθίσεως ἐντέρου—αἱ αἱμορροΐδες. <box>663 847 937 925</box>
article-paragraph-german: Täglich frische Wurst und selchercuaren zu haben bei Christos Sakellaropoulos Deutscher Weinstube, Nikis Str. Beste Reklame ist gute geschmackvolle Waar. <box>1282 1441 1576 1487</box>
divider <box>339 1186 633 1187</box>
letter-salutation: Ἀξιότιμε κ. διευθυντὰ τοῦ «Ἐμπρός» <box>338 1220 574 1236</box>
poem-text: Τί ὡραία κεφαλή Τί μεγάλη κούτρα! Τῆς μελέτ' ᾶς μέ 'τῇ Βουλή Ἀλλ' αὐτὴ δὲν ἐπαιτεῖ Καὶ σοῦ κά·ει μούτρα! Καὶ μ' αὐτὴ τὴ σιωπή Πήρες τὴ συνθήκη Ποῦ 'χὰ μᾶς εἶνε ντροπή Καὶ 'γιὰ σένα ... νίκη! <box>84 1045 257 1205</box>
masthead <box>14 8 1586 50</box>
article-paragraph: Πολυθέαμα. Οἱ «Λῃσταί» τοῦ Σχίλλερ. Ἀπόψε ἐν τῷ θεάτρῳ τούτῳ δίδεται τὸ περιφημότερον ἔργον τοῦ Σχίλλερ ὑπὸ τῶν πρωταγωνιστῶν κ. Βονασέρας, ἡ κυρία Λεκατσᾶ καὶ ἄλλοι. Ἡ συρροὴ ἔσται μεγάλη. <box>24 1568 318 1646</box>
article-paragraph: Χθὲς δὲ ἐγνώσθη ὅτι ὁ κ. Δηλιγιάννης ἀπέστειλε νέα τηλεγραφήματα πρὸς τοὺς ἐν ταῖς ἐπαρχίαις διαμένοντας φίλους του βουλευτὰς ὅπως ἔλθωσιν εἰς τὴν πρωτεύουσαν ἐγκαίρως. Ὑποτίθεται λοιπὸν ὅτι ἐκ τῆς πρώτης προσεχοῦς συνεδριάσεως τῆς Βουλῆς θὰ ἐγερθῇ ζήτημα ἐμπιστοσύνης. <box>967 1166 1262 1292</box>
clinic-paragraph: Τὰ νοσήματα τοῦ λάρυγγος—ρινὸς καὶ τῶν ὤτων. <box>663 929 937 960</box>
article-subtitle: Αἱ κεναὶ ἕδραι. — Διαίρεσις τῆς πρακτικῆς Θεολογίας <box>50 281 291 312</box>
article-paragraph: Μετὰ τὴν τυπικὴν ταύτην ἐργασίαν καὶ τὰς ἀνταλλαγείσας φιλοφρονήσεις οἱ πληρεξούσιοι συνεννοήθησαν περὶ τῆς ἡμέρας τῆς ἐνάρξεως τῶν διαπραγματεύσεων διὰ τὴν συνομολόγησιν τῶν ἀφορωσῶν τὴν ναυτιλίαν, ἐμπόριον κλπ. συμβάσεων, ὡρίσθη δὲ πρὸς τοῦτο ἡ προσεχὴς Τετάρτη. <box>967 341 1262 482</box>
article-paragraph: Τὸ ὑπουργεῖον τῆς Παιδείας δι' ἐγγράφου του πρὸς τὴν Θεολογικὴν σχολὴν, ἐζήτησεν ὅπως προτείνῃ οὗτοι καθηγητὰς διὰ τὰς κενὰς ἕδρας τῆς πρακτικῆς Θεολογίας. <box>24 315 318 377</box>
clinic-address: 32—Ὁδὸς Εὐριπίδου—32 <box>683 1226 917 1247</box>
divider <box>24 1652 318 1653</box>
article-paragraph: Κατὰ τὴν ἐν Λειψίᾳ ἔκδοσιν τοῦ Heimbach, τὸ συμπλήρωμα τοῦ Lingenthal καὶ ἄρτι (1897) ἐκδοθὲν ὑπὸ τοῦ Ferrini καὶ Mercati, εἰς προσετέθησαν καὶ τὰ μεταγενέστερα τῆς βυζαντινῆς αὐτοκρατορίας νομοθετήματα καὶ τὸ Jus Graecoromanum, δι' οὗ καὶ αἱ Βασιλικαὶ ἐξέδοθησαν. <box>653 1288 947 1414</box>
clinic-doctor-name: Σ. Δ. ΖΑΓΚΑΡΟΛΑ <box>684 542 916 620</box>
divider <box>24 246 318 247</box>
divider <box>1282 156 1576 157</box>
divider <box>339 704 633 705</box>
clinic-hours: Ὧραι ἐπισκέψεως καθ' ἑκάστην, π.μ. 9—1 καὶ 3—8 μ.μ. <box>665 1194 935 1226</box>
article-paragraph: Κατὰ τηλεγραφικὰς ἐκ Κ/πόλεως πληροφορίας ὅμα ὡς ἀνεκοινώθη εἰς τοὺς ἡμετέρους πληρεξουσίους ἡ παρὰ τῆς Βουλῆς κύρωσις τῆς συνθήκης τῆς εἰρήνης συνῆλθον οὗτοι μετὰ τῶν Τούρκων συναδέλφων εἰς τὸ μέγαρον τοῦ ὑπουργείου τῶν Ἐξωτερικῶν καὶ ἀντήλλαξαν τὰ κεκυρωμένα πρωτόκολλα. <box>967 197 1262 338</box>
article-title-theatre: ΘΕΑΤΡΙΚΑ <box>122 1236 219 1257</box>
article-paragraph: Εἰς τὰ Σώκια τῆς Σμύρνης παρ' ὀλίγον νὰ ἐπέλθῃ φοβερὰ σύγκρουσις μεταξὺ Χριστιανῶν καὶ Τούρκων, ἣν μόλις προέλαβεν ἡ αὐτοπροσώπως ἐκεῖ μετάβασις τοῦ διοικητοῦ Σμύρνης Κιαμὴλ, ὅστις εἶνε ἐκ τῶν Νεοτούρκων καὶ ἑπομένως ὄχι φανατικὸς τόσον. <box>1282 608 1576 717</box>
paper-name: ΚΑΙΡΟΙ <box>668 15 761 41</box>
clinic-treats-title: ΘΕΡΑΠΕΥΟΝΤΑΙ <box>725 726 875 746</box>
article-paragraph: Αὐτὸ εἶνε τὸ γεγονός, κ. Διευθυντά, καὶ παρακαλῶ ὅπως ἐκ τῶν στηλῶν σας τὸ γνωστοποιήσητε εἰς τὴν ἀρμοδίαν ἀρχήν πρὸς διαφώτισιν τῶν συναδέλφων μου. <box>338 1076 633 1138</box>
article-title-prisoners: ΟΙ ΤΟΥΡΚΟΙ ΑΙΧΜΑΛΩΤΟΙ <box>1349 162 1509 213</box>
article-subtitle: Ὕδωρ ἀντὶ πετρελαίου <box>398 764 573 780</box>
article-paragraph: Χθὲς τὴν ἑσπέραν ἐν τῇ οἰκίᾳ τῆς κ. καὶ τοῦ κ. Μονοχρίλη ἐδόθη μεγάλη χοροεσπερὶς ἐπ' εὐκαιρίᾳ τῆς ἑορτῆς τοῦ μονογενοῦς υἱοῦ των. Οἱ οἰκοδεσπόται μετὰ τῆς δεσποίνης ἐνεφανίσθησαν εὐχάριστοι. <box>24 1814 318 1892</box>
clinic-advertisement <box>653 413 947 1255</box>
article-paragraph: Ἡ ἀφορμὴ ἐδόθη ἐξ ἐρωτικοῦ ἐπεισοδίου μεταξὺ Ἕλληνος καὶ νεαρᾶς Ὀθωμανίδος, ἥτις κατέληξεν εἰς ἀπαγωγήν. Ὁ Ἕλλην ὀνόματι Μιχ. Καΐρης ἠράσθη τὴν θυγατέρα τοῦ προεστῶτος ἐν Σωκίοις Τούρκου Ἀμέτ, ἥτις ὀνομάζεται Ἀϊσέ, ταύτην δὲ καὶ ἀπαγαγὼν περιώδευεν εἰς ἄλλους Ἕλληνας ἐν τῇ ἀποκρύψει. <box>1282 721 1576 846</box>
clinic-paragraph: Τὰ χειρουργικὰ ἐν γένει νοσήματα. Τὰ συφιλιδικὰ—βλεννόρροια ὀξεῖα καὶ χρονιωτάτη = goutte militaire, τὰ στενώματα τῆς οὐρήθρας—τὰ ἕλκη—οἱ βουβῶνες—ἡ ὀρχίτις. Τὰ συφιλιδικὰ τῆς γλώσσης—λάρυγγος καὶ τὰ ἐξανθήματα. <box>663 749 937 843</box>
divider <box>1282 1047 1576 1048</box>
letter-closing: Δέχεσθε κλπ. <box>540 682 627 698</box>
